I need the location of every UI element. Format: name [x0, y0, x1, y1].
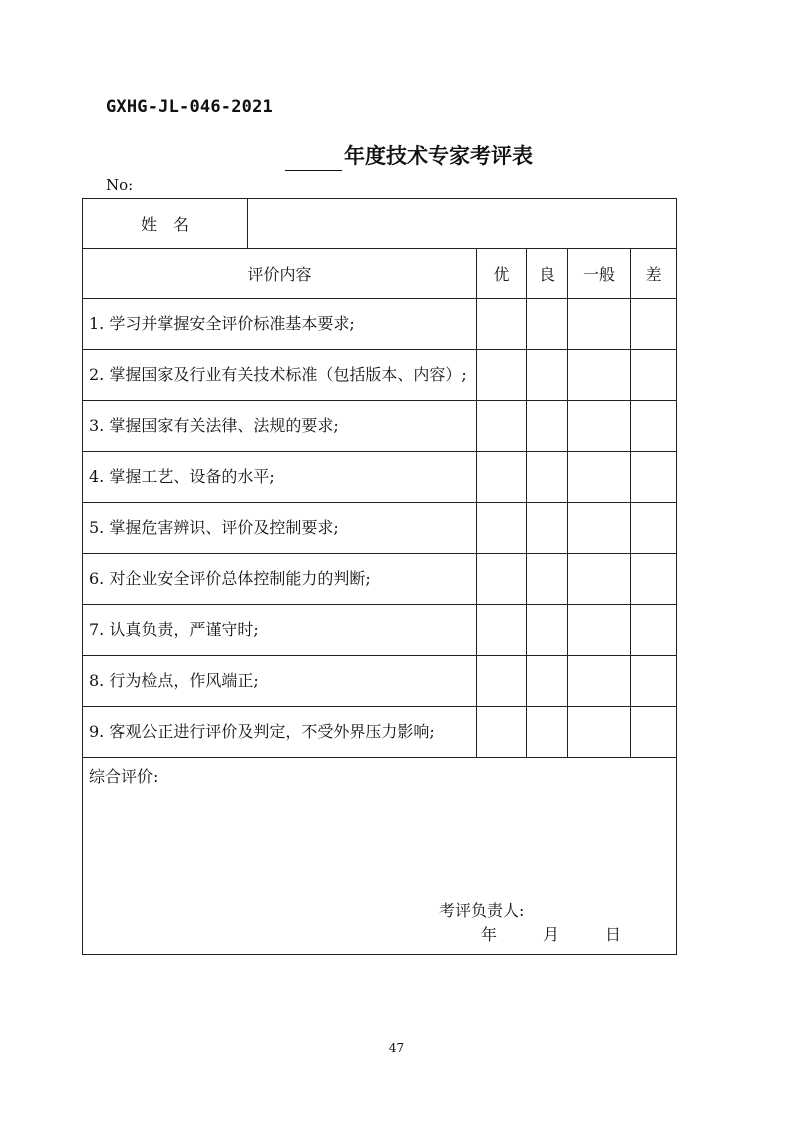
year-blank-line — [285, 144, 342, 171]
criterion-text: 2. 掌握国家及行业有关技术标准（包括版本、内容）; — [83, 350, 477, 401]
date-line — [481, 922, 621, 945]
grade-cell-excellent[interactable] — [477, 503, 527, 554]
page-number: 47 — [388, 1041, 405, 1055]
grade-cell-average[interactable] — [568, 350, 631, 401]
grade-cell-excellent[interactable] — [477, 452, 527, 503]
criterion-row — [83, 554, 677, 605]
grade-cell-good[interactable] — [527, 299, 568, 350]
name-label: 姓 名 — [83, 199, 248, 249]
grade-cell-average[interactable] — [568, 707, 631, 758]
document-code: GXHG-JL-046-2021 — [106, 97, 273, 117]
grade-cell-poor[interactable] — [631, 656, 677, 707]
grade-header-excellent: 优 — [477, 249, 527, 299]
name-row — [83, 199, 677, 249]
criterion-text: 7. 认真负责，严谨守时; — [83, 605, 477, 656]
date-day-label: 日 — [604, 925, 621, 944]
grade-cell-excellent[interactable] — [477, 554, 527, 605]
criterion-text: 4. 掌握工艺、设备的水平; — [83, 452, 477, 503]
grade-cell-poor[interactable] — [631, 503, 677, 554]
criterion-text: 3. 掌握国家有关法律、法规的要求; — [83, 401, 477, 452]
grade-cell-excellent[interactable] — [477, 401, 527, 452]
grade-cell-poor[interactable] — [631, 299, 677, 350]
grade-cell-average[interactable] — [568, 554, 631, 605]
criterion-text: 5. 掌握危害辨识、评价及控制要求; — [83, 503, 477, 554]
grade-cell-excellent[interactable] — [477, 656, 527, 707]
grade-cell-average[interactable] — [568, 656, 631, 707]
title-block — [285, 141, 533, 171]
summary-row — [83, 758, 677, 955]
criterion-row — [83, 452, 677, 503]
grade-header-good: 良 — [527, 249, 568, 299]
grade-cell-good[interactable] — [527, 452, 568, 503]
grade-header-poor: 差 — [631, 249, 677, 299]
grade-cell-good[interactable] — [527, 401, 568, 452]
grade-cell-poor[interactable] — [631, 401, 677, 452]
summary-label: 综合评价: — [89, 767, 159, 786]
criterion-text: 8. 行为检点，作风端正; — [83, 656, 477, 707]
criterion-row — [83, 503, 677, 554]
criterion-row — [83, 299, 677, 350]
grade-cell-poor[interactable] — [631, 605, 677, 656]
grade-cell-excellent[interactable] — [477, 350, 527, 401]
grade-cell-excellent[interactable] — [477, 605, 527, 656]
criterion-row — [83, 350, 677, 401]
evaluation-table — [82, 198, 677, 955]
evaluator-sign-label: 考评负责人: — [439, 901, 525, 920]
grade-cell-good[interactable] — [527, 503, 568, 554]
criterion-row — [83, 656, 677, 707]
grade-cell-average[interactable] — [568, 299, 631, 350]
content-header: 评价内容 — [83, 249, 477, 299]
number-label: No: — [106, 176, 134, 194]
page-title: 年度技术专家考评表 — [344, 144, 533, 168]
grade-cell-average[interactable] — [568, 452, 631, 503]
grade-cell-good[interactable] — [527, 350, 568, 401]
grade-cell-poor[interactable] — [631, 554, 677, 605]
grade-cell-good[interactable] — [527, 707, 568, 758]
criterion-text: 9. 客观公正进行评价及判定，不受外界压力影响; — [83, 707, 477, 758]
grade-cell-good[interactable] — [527, 605, 568, 656]
grade-header-average: 一般 — [568, 249, 631, 299]
grade-cell-good[interactable] — [527, 554, 568, 605]
grade-cell-average[interactable] — [568, 605, 631, 656]
grade-cell-excellent[interactable] — [477, 707, 527, 758]
criterion-row — [83, 605, 677, 656]
grade-cell-excellent[interactable] — [477, 299, 527, 350]
grade-cell-average[interactable] — [568, 503, 631, 554]
summary-field[interactable] — [83, 758, 677, 955]
header-row — [83, 249, 677, 299]
name-field[interactable] — [248, 199, 677, 249]
criterion-row — [83, 707, 677, 758]
date-month-label: 月 — [542, 925, 559, 944]
date-year-label: 年 — [481, 925, 498, 944]
grade-cell-average[interactable] — [568, 401, 631, 452]
grade-cell-poor[interactable] — [631, 707, 677, 758]
criterion-text: 6. 对企业安全评价总体控制能力的判断; — [83, 554, 477, 605]
criterion-text: 1. 学习并掌握安全评价标准基本要求; — [83, 299, 477, 350]
grade-cell-poor[interactable] — [631, 350, 677, 401]
grade-cell-poor[interactable] — [631, 452, 677, 503]
grade-cell-good[interactable] — [527, 656, 568, 707]
criterion-row — [83, 401, 677, 452]
